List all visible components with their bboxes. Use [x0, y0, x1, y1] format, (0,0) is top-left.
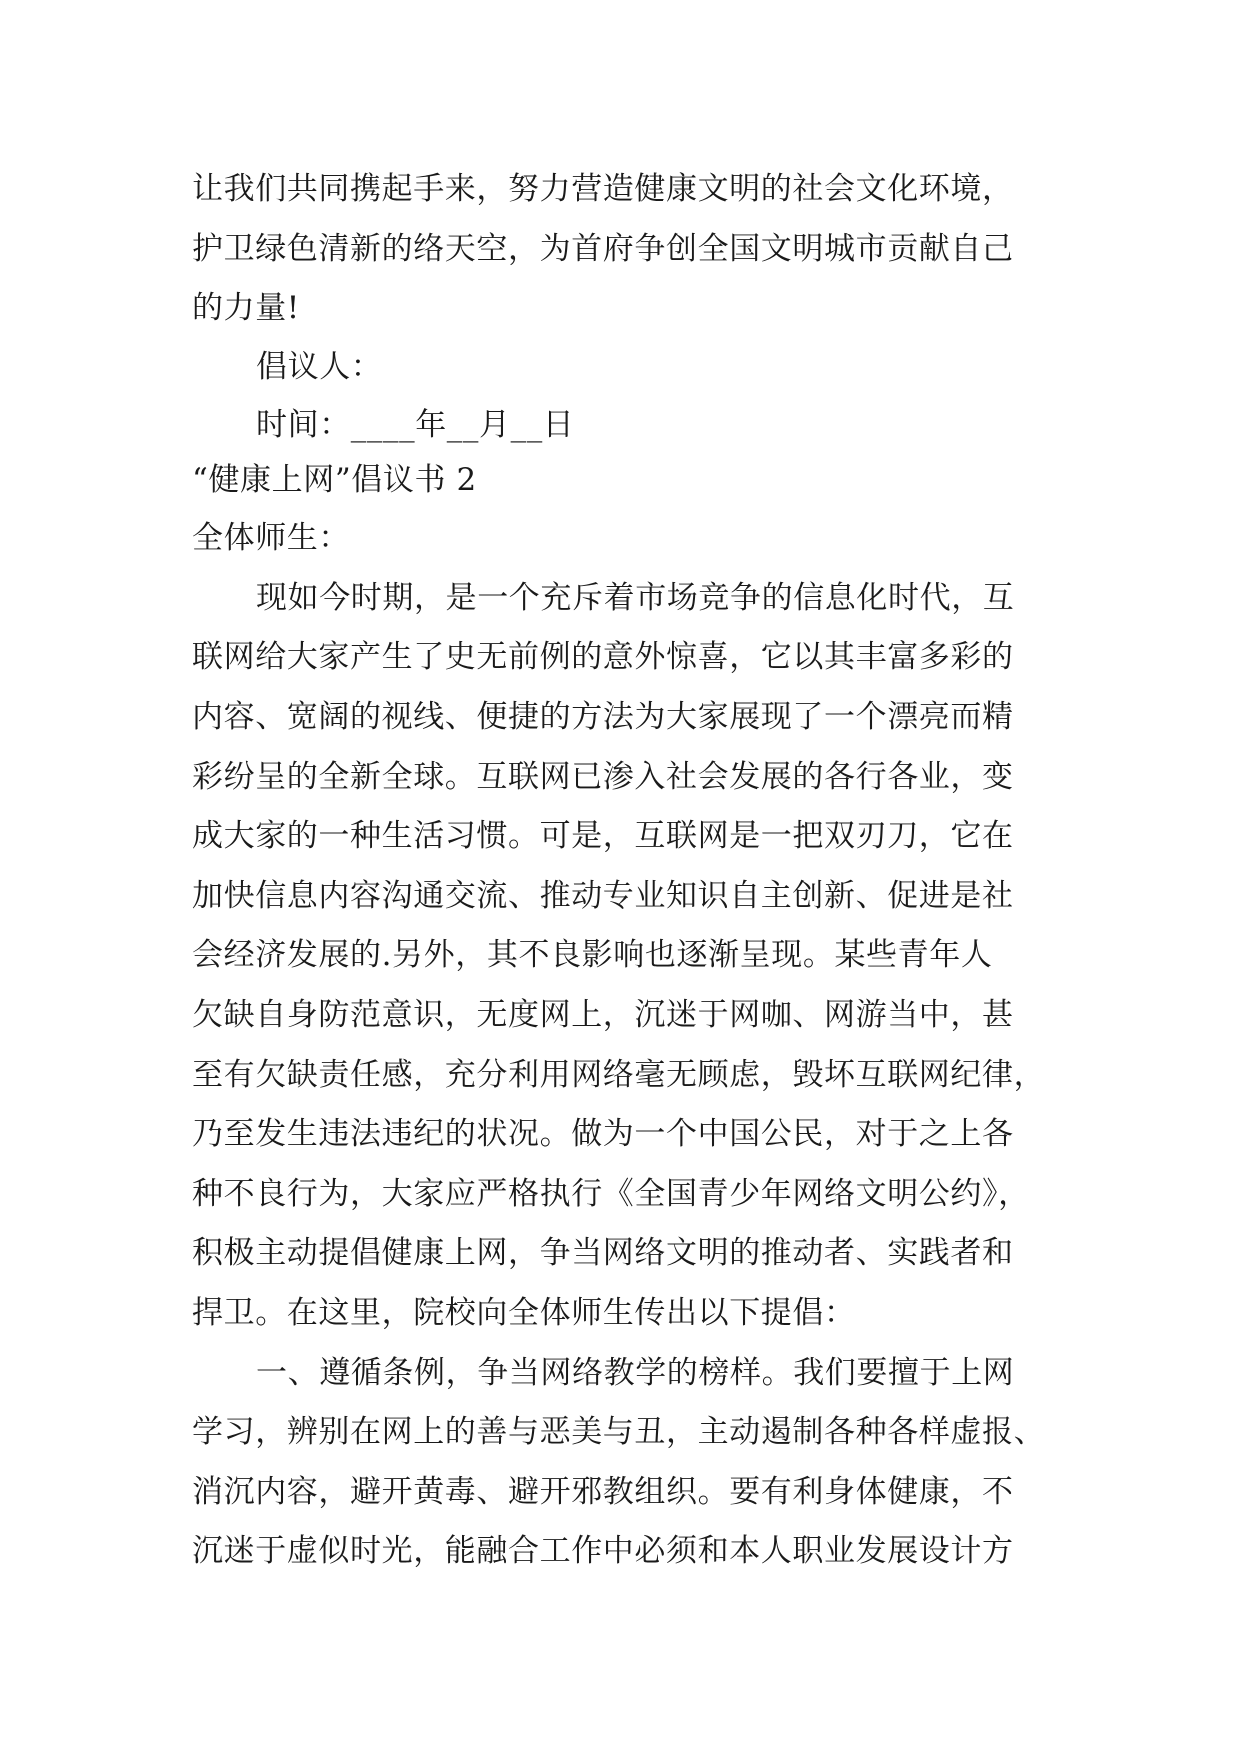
- paragraph-line: 一、遵循条例，争当网络教学的榜样。我们要擅于上网: [256, 1355, 1015, 1391]
- paragraph-line: 的力量!: [192, 290, 300, 326]
- paragraph-line: 内容、宽阔的视线、便捷的方法为大家展现了一个漂亮而精: [192, 699, 1014, 735]
- paragraph-line: 护卫绿色清新的络天空，为首府争创全国文明城市贡献自己: [192, 231, 1014, 267]
- date-line: 时间：____年__月__日: [256, 407, 575, 443]
- paragraph-line: 捍卫。在这里，院校向全体师生传出以下提倡：: [192, 1295, 856, 1331]
- paragraph-line: 积极主动提倡健康上网，争当网络文明的推动者、实践者和: [192, 1235, 1014, 1271]
- paragraph-line: 沉迷于虚似时光，能融合工作中必须和本人职业发展设计方: [192, 1533, 1014, 1569]
- paragraph-line: 消沉内容，避开黄毒、避开邪教组织。要有利身体健康，不: [192, 1474, 1014, 1510]
- paragraph-line: 彩纷呈的全新全球。互联网已渗入社会发展的各行各业，变: [192, 759, 1014, 795]
- section-title: “健康上网”倡议书 2: [192, 462, 477, 498]
- paragraph-line: 会经济发展的.另外，其不良影响也逐渐呈现。某些青年人: [192, 937, 993, 973]
- paragraph-line: 学习，辨别在网上的善与恶美与丑，主动遏制各种各样虚报、: [192, 1414, 1046, 1450]
- paragraph-line: 现如今时期，是一个充斥着市场竞争的信息化时代，互: [256, 580, 1015, 616]
- paragraph-line: 成大家的一种生活习惯。可是，互联网是一把双刃刀，它在: [192, 818, 1014, 854]
- paragraph-line: 乃至发生违法违纪的状况。做为一个中国公民，对于之上各: [192, 1116, 1014, 1152]
- salutation: 全体师生：: [192, 520, 350, 556]
- paragraph-line: 欠缺自身防范意识，无度网上，沉迷于网咖、网游当中，甚: [192, 997, 1014, 1033]
- paragraph-line: 加快信息内容沟通交流、推动专业知识自主创新、促进是社: [192, 878, 1014, 914]
- paragraph-line: 联网给大家产生了史无前例的意外惊喜，它以其丰富多彩的: [192, 639, 1014, 675]
- paragraph-line: 至有欠缺责任感，充分利用网络毫无顾虑，毁坏互联网纪律，: [192, 1057, 1046, 1093]
- paragraph-line: 让我们共同携起手来，努力营造健康文明的社会文化环境，: [192, 171, 1014, 207]
- paragraph-line: 种不良行为，大家应严格执行《全国青少年网络文明公约》，: [192, 1176, 1030, 1212]
- proposer-line: 倡议人：: [256, 349, 383, 385]
